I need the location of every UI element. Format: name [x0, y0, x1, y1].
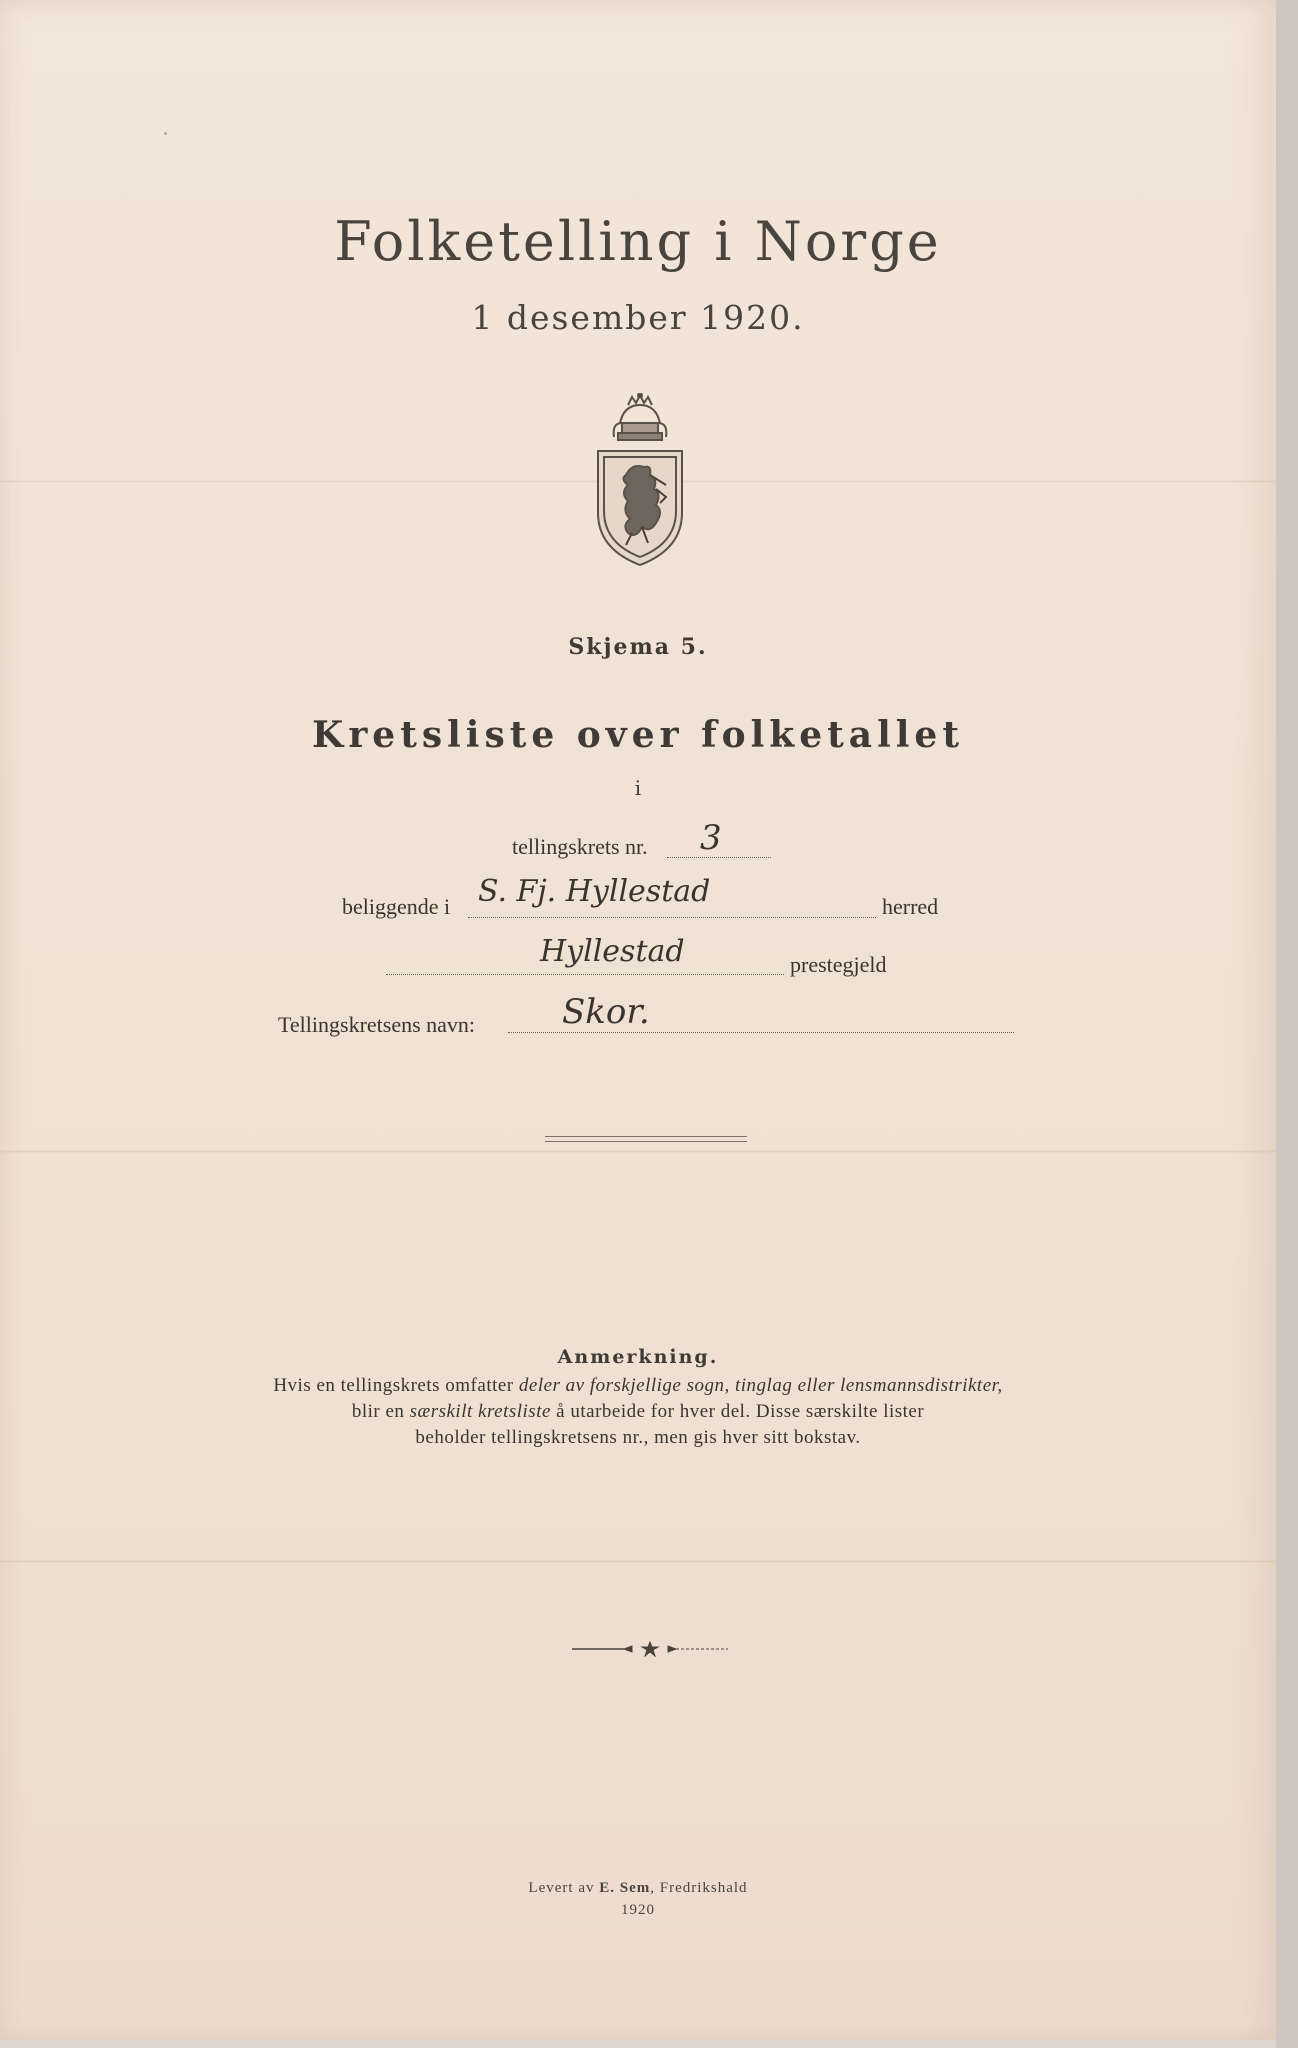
paper-fold	[0, 1150, 1276, 1153]
connector-text: i	[634, 776, 642, 800]
tellingskrets-label: tellingskrets nr.	[512, 834, 648, 859]
paper-fold	[0, 1560, 1276, 1563]
printer-name: E. Sem	[599, 1880, 651, 1896]
note-text: å utarbeide for hver del. Disse særskilte lister	[550, 1401, 925, 1422]
note-heading: Anmerkning.	[557, 1346, 719, 1368]
form-heading: Kretsliste over folketallet	[312, 714, 964, 756]
schema-number: Skjema 5.	[568, 634, 708, 660]
note-emphasis: deler av forskjellige sogn, tinglag eller lensmannsdistrikter,	[518, 1375, 1003, 1396]
printer-suffix: , Fredrikshald	[650, 1880, 748, 1896]
note-line-3: beholder tellingskretsens nr., men gis hver sitt bokstav.	[415, 1427, 861, 1448]
note-text: blir en	[351, 1401, 410, 1422]
note-text: Hvis en tellingskrets omfatter	[273, 1375, 519, 1396]
document-title: Folketelling i Norge	[334, 210, 942, 273]
tellingskrets-value: 3	[700, 818, 722, 858]
navn-label: Tellingskretsens navn:	[278, 1012, 476, 1037]
document-date: 1 desember 1920.	[471, 298, 805, 337]
norwegian-coat-of-arms-icon	[592, 393, 688, 569]
note-line-2	[0, 1401, 1276, 1423]
navn-value: Skor.	[562, 992, 650, 1032]
beliggende-label: beliggende i	[342, 894, 451, 919]
background-edge	[1276, 0, 1298, 2048]
divider-rule	[545, 1141, 747, 1142]
herred-label: herred	[882, 894, 939, 919]
printer-credit	[0, 1880, 1276, 1897]
paper-mark	[164, 132, 167, 135]
beliggende-value: S. Fj. Hyllestad	[478, 874, 711, 909]
note-line-1	[0, 1375, 1276, 1397]
prestegjeld-label: prestegjeld	[790, 952, 887, 977]
note-emphasis: særskilt kretsliste	[409, 1401, 551, 1422]
divider-rule	[545, 1136, 747, 1137]
print-year: 1920	[621, 1902, 655, 1918]
star-ornament-icon	[570, 1641, 730, 1657]
prestegjeld-value: Hyllestad	[540, 934, 685, 969]
navn-line	[508, 1032, 1014, 1033]
prestegjeld-line	[386, 974, 784, 975]
printer-prefix: Levert av	[528, 1880, 600, 1896]
beliggende-line	[468, 917, 876, 918]
